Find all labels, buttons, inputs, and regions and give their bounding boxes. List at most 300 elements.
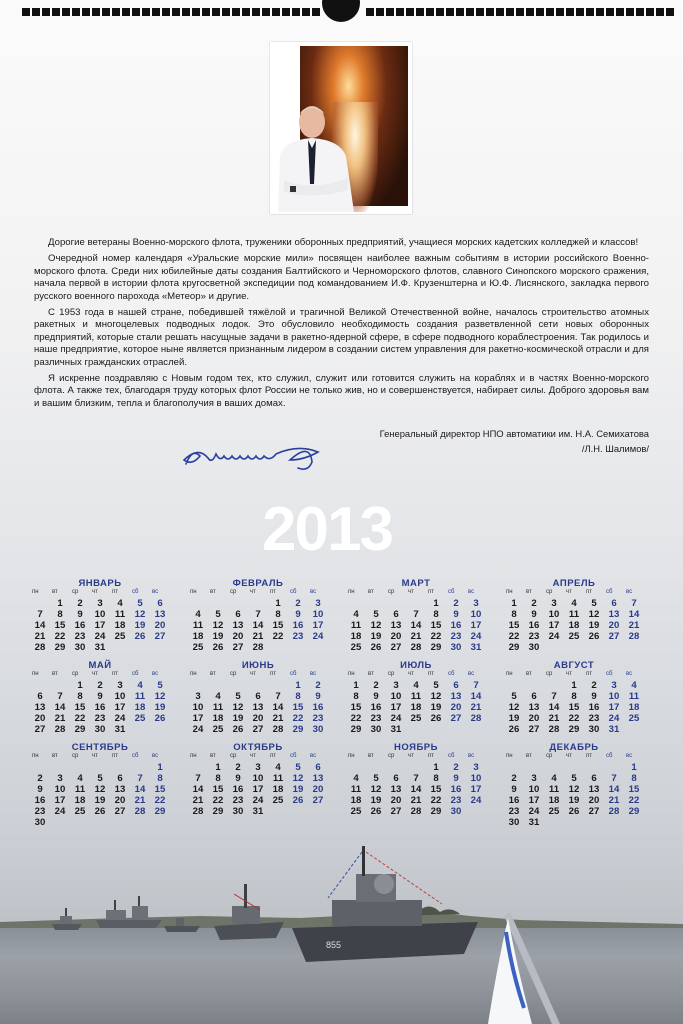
weekday-label: чт [250,671,256,677]
calendar-day: 26 [370,806,382,817]
calendar-day: 10 [548,609,560,620]
calendar-day: 25 [350,642,362,653]
calendar-day: 9 [315,691,321,702]
calendar-day: 26 [134,631,146,642]
blank-day [564,762,584,773]
calendar-day: 18 [74,795,86,806]
calendar-day: 19 [588,620,600,631]
calendar-day: 19 [154,702,166,713]
weekday-label: сб [606,753,613,759]
binding-hole [182,8,190,16]
weekday-label: ср [230,671,237,677]
calendar-day: 4 [77,773,83,784]
calendar-day: 8 [433,773,439,784]
calendar-day: 11 [212,702,224,713]
calendar-day: 21 [272,713,284,724]
calendar-day: 15 [628,784,640,795]
calendar-day: 13 [588,784,600,795]
calendar-day: 24 [390,713,402,724]
calendar-day: 12 [430,691,442,702]
calendar-day: 27 [34,724,46,735]
calendar-day: 28 [252,642,264,653]
calendar-day: 1 [571,680,577,691]
calendar-day: 19 [370,795,382,806]
month-days [188,598,328,653]
binding-hole [52,8,60,16]
calendar-day: 1 [433,762,439,773]
weekday-label: сб [290,671,297,677]
calendar-day: 9 [453,773,459,784]
month-11 [346,742,486,817]
blank-day [504,680,524,691]
weekday-label: пт [586,753,592,759]
binding-hole [312,8,320,16]
calendar-day: 30 [232,806,244,817]
calendar-day: 18 [350,795,362,806]
binding-hole [212,8,220,16]
calendar-day: 18 [548,795,560,806]
calendar-day: 17 [390,702,402,713]
binding-hole [282,8,290,16]
calendar-day: 15 [272,620,284,631]
weekday-label: сб [448,671,455,677]
calendar-day: 18 [568,620,580,631]
calendar-day: 30 [312,724,324,735]
weekday-label: сб [290,753,297,759]
weekday-label: пн [190,753,197,759]
weekday-label: вт [210,589,216,595]
calendar-day: 23 [232,795,244,806]
calendar-day: 16 [528,620,540,631]
calendar-day: 16 [232,784,244,795]
calendar-day: 6 [117,773,123,784]
blank-day [130,762,150,773]
handwritten-signature [178,438,338,474]
calendar-day: 21 [134,795,146,806]
calendar-day: 3 [393,680,399,691]
calendar-day: 25 [114,631,126,642]
binding-hole [656,8,664,16]
weekday-label: вс [310,753,317,759]
calendar-day: 8 [511,609,517,620]
calendar-day: 12 [588,609,600,620]
weekday-label: пт [586,671,592,677]
warship-column [96,896,162,930]
calendar-day: 7 [195,773,201,784]
calendar-day: 22 [430,795,442,806]
binding-hole [62,8,70,16]
binding-hole [82,8,90,16]
calendar-day: 26 [430,713,442,724]
calendar-day: 28 [54,724,66,735]
calendar-day: 21 [34,631,46,642]
calendar-day: 17 [548,620,560,631]
calendar-day: 4 [195,609,201,620]
weekday-label: вт [526,589,532,595]
calendar-day: 8 [57,609,63,620]
month-name: ИЮЛЬ [400,660,432,671]
calendar-day: 29 [628,806,640,817]
binding-hole [122,8,130,16]
month-12 [504,742,644,828]
calendar-day: 17 [252,784,264,795]
weekday-label: сб [132,671,139,677]
calendar-day: 10 [390,691,402,702]
calendar-day: 23 [292,631,304,642]
calendar-day: 9 [511,784,517,795]
calendar-day: 4 [117,598,123,609]
calendar-day: 12 [508,702,520,713]
weekday-label: вс [626,671,633,677]
weekday-label: вс [152,671,159,677]
weekday-header [346,753,486,762]
calendar-day: 1 [215,762,221,773]
calendar-day: 11 [350,620,362,631]
calendar-day: 5 [97,773,103,784]
calendar-day: 11 [350,784,362,795]
calendar-day: 12 [212,620,224,631]
blank-day [386,762,406,773]
calendar-day: 21 [608,795,620,806]
calendar-day: 3 [255,762,261,773]
calendar-year: 2013 [262,495,392,564]
calendar-day: 12 [292,773,304,784]
letter-paragraph-4: Я искренне поздравляю с Новым годом тех, кто служил, служит или готовится служить на кораблях и в частях Военно-морского флота. А также тех, благодаря труду которых флот России не только жив, но и совершенствуется, набирает силы. Доброго здоровья вам и вашим близким, тепла и благополучия в ваших домах. [34,373,649,409]
calendar-day: 29 [154,806,166,817]
calendar-day: 29 [212,806,224,817]
calendar-day: 26 [508,724,520,735]
calendar-day: 10 [94,609,106,620]
binding-holes-left [22,8,320,16]
calendar-day: 16 [450,620,462,631]
calendar-day: 21 [410,795,422,806]
calendar-day: 1 [295,680,301,691]
calendar-day: 19 [370,631,382,642]
calendar-day: 1 [511,598,517,609]
calendar-day: 7 [37,609,43,620]
weekday-label: ср [546,589,553,595]
calendar-day: 19 [568,795,580,806]
binding-hole [232,8,240,16]
blank-day [188,680,208,691]
calendar-day: 18 [628,702,640,713]
weekday-label: ср [72,671,79,677]
calendar-day: 12 [370,784,382,795]
binding-holes-right [366,8,674,16]
binding-hole [646,8,654,16]
calendar-day: 13 [114,784,126,795]
weekday-label: сб [606,589,613,595]
weekday-label: вт [52,671,58,677]
calendar-day: 26 [212,642,224,653]
binding-hole [152,8,160,16]
calendar-day: 17 [192,713,204,724]
binding-hole [596,8,604,16]
calendar-day: 21 [410,631,422,642]
binding-hole [606,8,614,16]
binding-hole [626,8,634,16]
calendar-day: 22 [628,795,640,806]
weekday-label: пн [32,671,39,677]
greeting-letter [34,237,649,410]
calendar-day: 13 [154,609,166,620]
letter-paragraph-3: С 1953 года в нашей стране, победившей тяжёлой и трагичной Великой Отечественной войне, началось строительство атомных ракетных и многоцелевых подводных лодок. Это обусловило необходимость создания разветвленной сети новых оборонных предприятий, которые стали решать насущные задачи в ракетно-ядерной сфере, в сфере подводного кораблестроения. Так родилось и наше предприятие, которое ныне является признанным лидером в создании систем управления для ракетно-космической отрасли и для различных гражданских отраслей. [34,307,649,368]
blank-day [208,598,228,609]
calendar-day: 4 [353,609,359,620]
month-name: АПРЕЛЬ [552,578,596,589]
blank-day [524,680,544,691]
blank-day [406,762,426,773]
calendar-day: 10 [470,609,482,620]
month-days [188,680,328,735]
calendar-day: 6 [255,691,261,702]
calendar-day: 21 [628,620,640,631]
calendar-day: 31 [252,806,264,817]
calendar-day: 13 [450,691,462,702]
calendar-day: 19 [94,795,106,806]
letter-paragraph-1: Дорогие ветераны Военно-морского флота, труженики оборонных предприятий, учащиеся морских кадетских колледжей и классов! [48,237,639,248]
calendar-day: 15 [154,784,166,795]
calendar-day: 9 [531,609,537,620]
month-2 [188,578,328,653]
calendar-day: 19 [508,713,520,724]
weekday-label: чт [408,589,414,595]
blank-day [248,598,268,609]
weekday-label: пн [348,753,355,759]
binding-hole [42,8,50,16]
calendar-day: 25 [350,806,362,817]
weekday-label: ср [388,753,395,759]
calendar-day: 20 [154,620,166,631]
calendar-day: 6 [37,691,43,702]
calendar-day: 30 [34,817,46,828]
calendar-day: 20 [450,702,462,713]
weekday-label: пт [428,671,434,677]
calendar-day: 27 [450,713,462,724]
calendar-day: 3 [551,598,557,609]
calendar-day: 31 [114,724,126,735]
weekday-label: вс [310,671,317,677]
calendar-day: 5 [295,762,301,773]
binding-hole [496,8,504,16]
calendar-day: 2 [453,762,459,773]
calendar-day: 27 [114,806,126,817]
binding-hole [22,8,30,16]
blank-day [208,680,228,691]
blank-day [366,762,386,773]
calendar-day: 25 [272,795,284,806]
calendar-day: 9 [97,691,103,702]
calendar-day: 27 [154,631,166,642]
weekday-label: вт [210,753,216,759]
calendar-day: 1 [631,762,637,773]
calendar-day: 25 [410,713,422,724]
weekday-label: сб [290,589,297,595]
signer-title: Генеральный директор НПО автоматики им. Н.А. Семихатова [379,428,649,439]
weekday-label: ср [230,589,237,595]
calendar-day: 2 [373,680,379,691]
calendar-day: 17 [312,620,324,631]
calendar-day: 7 [275,691,281,702]
blank-day [406,598,426,609]
calendar-day: 8 [433,609,439,620]
weekday-label: вт [368,753,374,759]
calendar-day: 3 [315,598,321,609]
blank-day [188,598,208,609]
calendar-day: 24 [470,631,482,642]
calendar-day: 6 [393,773,399,784]
weekday-label: вт [210,671,216,677]
blank-day [188,762,208,773]
calendar-day: 15 [292,702,304,713]
calendar-day: 3 [195,691,201,702]
calendar-day: 14 [628,609,640,620]
calendar-day: 8 [353,691,359,702]
calendar-day: 1 [353,680,359,691]
calendar-day: 29 [508,642,520,653]
calendar-day: 20 [390,631,402,642]
weekday-header [30,589,170,598]
binding-hole [262,8,270,16]
calendar-day: 17 [470,784,482,795]
weekday-label: вт [368,589,374,595]
weekday-label: вт [368,671,374,677]
weekday-label: пн [348,589,355,595]
calendar-day: 2 [453,598,459,609]
calendar-day: 31 [470,642,482,653]
calendar-day: 4 [631,680,637,691]
signer-name: /Л.Н. Шалимов/ [581,442,649,454]
month-4 [504,578,644,653]
month-days [346,598,486,653]
calendar-day: 7 [255,609,261,620]
calendar-day: 10 [192,702,204,713]
month-10 [188,742,328,817]
calendar-day: 30 [588,724,600,735]
blank-day [366,598,386,609]
calendar-day: 23 [508,806,520,817]
calendar-day: 26 [292,795,304,806]
binding-hole [112,8,120,16]
calendar-day: 30 [370,724,382,735]
calendar-day: 26 [94,806,106,817]
calendar-day: 28 [628,631,640,642]
calendar-day: 10 [470,773,482,784]
weekday-label: вт [52,753,58,759]
calendar-day: 29 [350,724,362,735]
calendar-day: 28 [608,806,620,817]
binding-hole [192,8,200,16]
weekday-label: вс [626,753,633,759]
calendar-day: 6 [611,598,617,609]
month-3 [346,578,486,653]
weekday-label: вс [468,589,475,595]
calendar-day: 23 [588,713,600,724]
missile-boat [214,880,284,942]
calendar-day: 9 [453,609,459,620]
calendar-day: 11 [134,691,146,702]
month-days [504,598,644,653]
calendar-day: 13 [232,620,244,631]
calendar-day: 10 [528,784,540,795]
calendar-day: 21 [192,795,204,806]
calendar-day: 20 [390,795,402,806]
weekday-label: пн [506,753,513,759]
calendar-day: 4 [413,680,419,691]
binding-hole [222,8,230,16]
calendar-day: 19 [134,620,146,631]
weekday-label: вс [310,589,317,595]
calendar-day: 23 [74,631,86,642]
binding-hole [386,8,394,16]
calendar-day: 31 [94,642,106,653]
calendar-day: 7 [611,773,617,784]
weekday-label: чт [92,589,98,595]
weekday-label: вс [468,671,475,677]
binding-hole [292,8,300,16]
calendar-day: 22 [74,713,86,724]
calendar-day: 3 [117,680,123,691]
binding-hole [486,8,494,16]
calendar-day: 27 [390,642,402,653]
weekday-label: ср [230,753,237,759]
calendar-day: 10 [252,773,264,784]
calendar-day: 16 [94,702,106,713]
calendar-day: 14 [608,784,620,795]
calendar-day: 5 [137,598,143,609]
month-name: ЯНВАРЬ [78,578,122,589]
calendar-day: 20 [34,713,46,724]
calendar-day: 21 [470,702,482,713]
blank-day [30,680,50,691]
calendar-day: 11 [568,609,580,620]
calendar-day: 2 [235,762,241,773]
weekday-header [504,753,644,762]
weekday-label: пн [506,671,513,677]
binding-hole [556,8,564,16]
month-6 [188,660,328,735]
calendar-day: 26 [154,713,166,724]
blank-day [524,762,544,773]
weekday-label: чт [92,753,98,759]
calendar-day: 24 [94,631,106,642]
calendar-day: 5 [373,773,379,784]
calendar-day: 7 [57,691,63,702]
weekday-label: пн [32,589,39,595]
blank-day [90,762,110,773]
calendar-day: 30 [508,817,520,828]
month-name: СЕНТЯБРЬ [71,742,129,753]
calendar-day: 22 [292,713,304,724]
calendar-day: 29 [54,642,66,653]
calendar-day: 23 [528,631,540,642]
blank-day [504,762,524,773]
blank-day [228,680,248,691]
calendar-day: 7 [473,680,479,691]
weekday-label: пт [112,589,118,595]
binding-hole [132,8,140,16]
naval-ensign-flag [488,912,560,1024]
calendar-day: 14 [134,784,146,795]
blank-day [346,762,366,773]
calendar-day: 16 [370,702,382,713]
calendar-day: 17 [54,795,66,806]
calendar-day: 23 [94,713,106,724]
calendar-day: 10 [114,691,126,702]
calendar-day: 5 [511,691,517,702]
calendar-day: 14 [34,620,46,631]
weekday-label: сб [448,753,455,759]
